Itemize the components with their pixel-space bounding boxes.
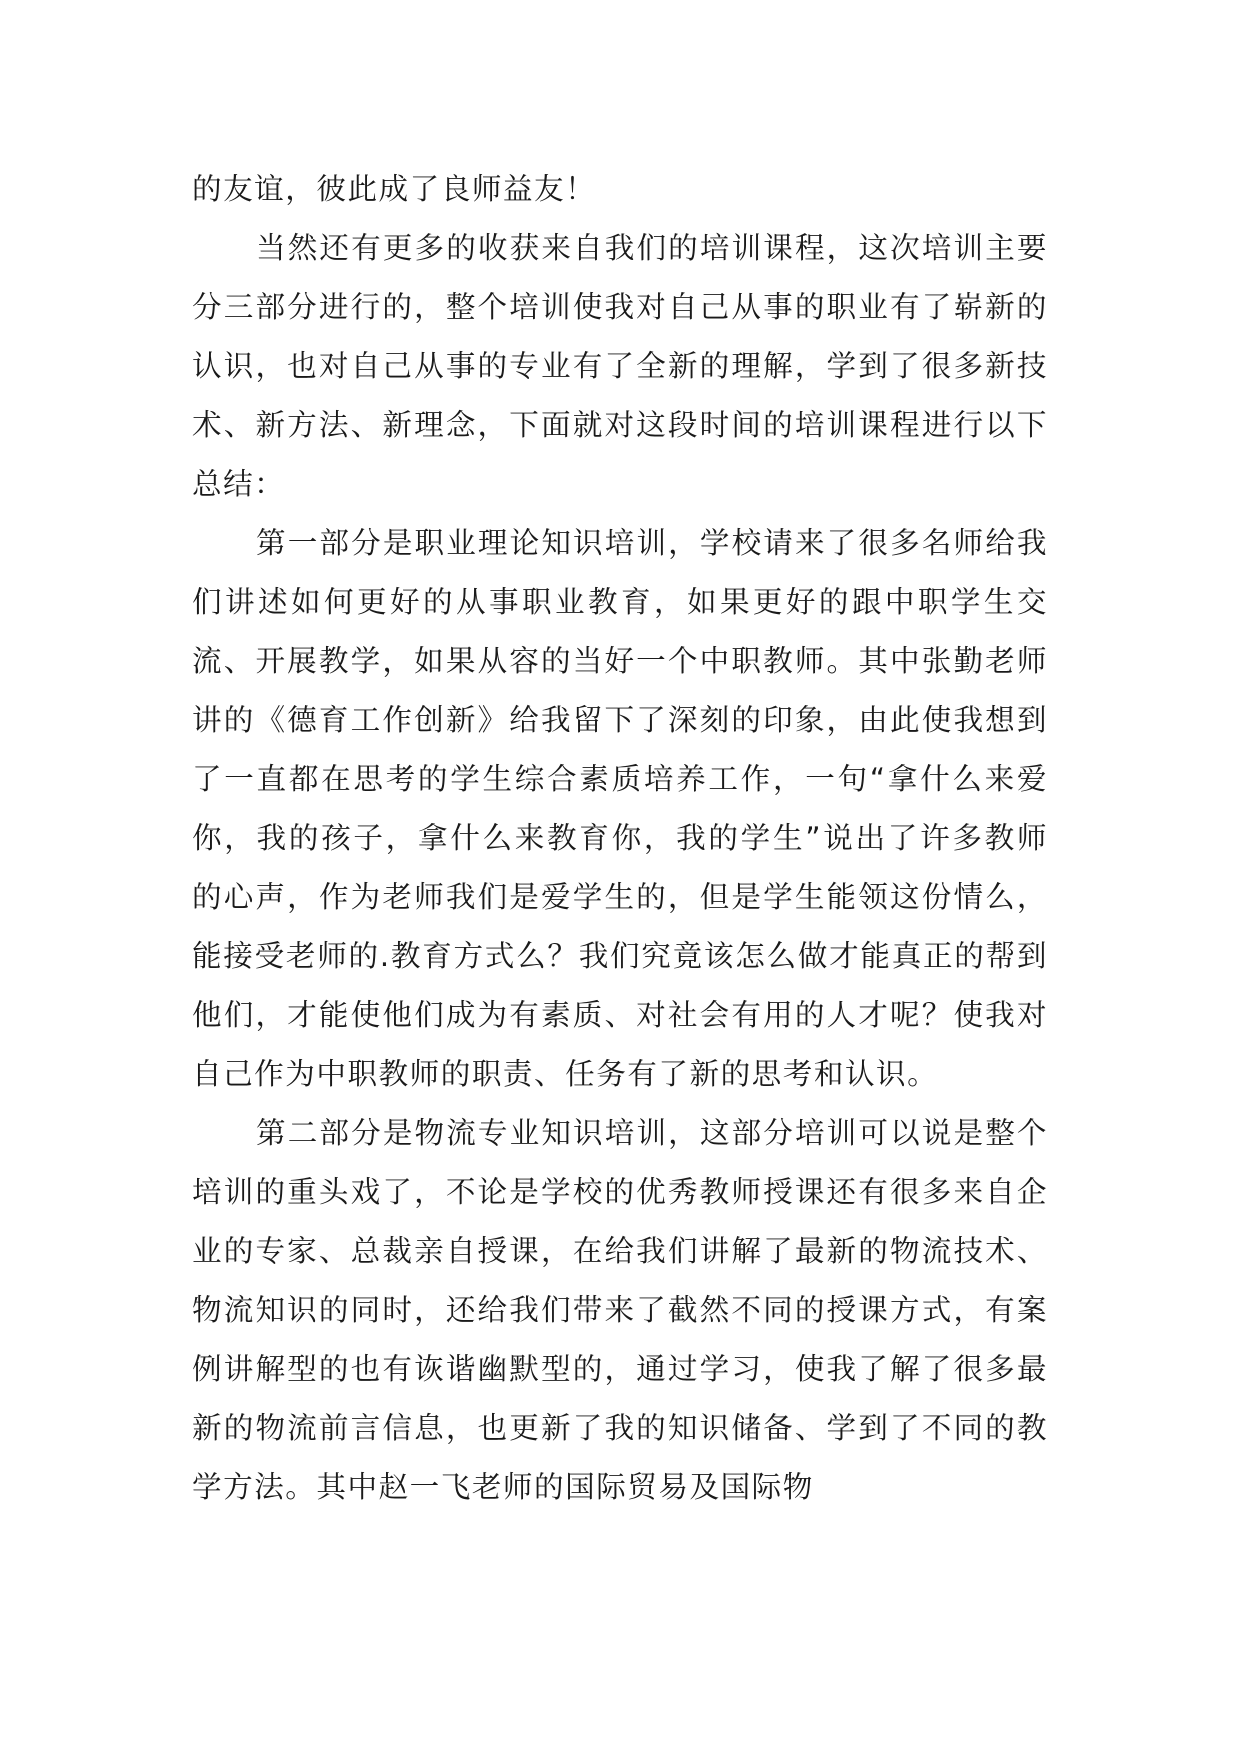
document-body <box>192 160 1048 1517</box>
paragraph-4: 第二部分是物流专业知识培训，这部分培训可以说是整个培训的重头戏了，不论是学校的优秀教师授课还有很多来自企业的专家、总裁亲自授课，在给我们讲解了最新的物流技术、物流知识的同时，还给我们带来了截然不同的授课方式，有案例讲解型的也有诙谐幽默型的，通过学习，使我了解了很多最新的物流前言信息，也更新了我的知识储备、学到了不同的教学方法。其中赵一飞老师的国际贸易及国际物 <box>192 1116 1048 1504</box>
paragraph-3: 第一部分是职业理论知识培训，学校请来了很多名师给我们讲述如何更好的从事职业教育，如果更好的跟中职学生交流、开展教学，如果从容的当好一个中职教师。其中张勤老师讲的《德育工作创新》给我留下了深刻的印象，由此使我想到了一直都在思考的学生综合素质培养工作，一句“拿什么来爱你，我的孩子，拿什么来教育你，我的学生”说出了许多教师的心声，作为老师我们是爱学生的，但是学生能领这份情么，能接受老师的.教育方式么？我们究竟该怎么做才能真正的帮到他们，才能使他们成为有素质、对社会有用的人才呢？使我对自己作为中职教师的职责、任务有了新的思考和认识。 <box>192 526 1048 1091</box>
paragraph-1: 的友谊，彼此成了良师益友！ <box>192 172 597 206</box>
paragraph-2: 当然还有更多的收获来自我们的培训课程，这次培训主要分三部分进行的，整个培训使我对自己从事的职业有了崭新的认识，也对自己从事的专业有了全新的理解，学到了很多新技术、新方法、新理念，下面就对这段时间的培训课程进行以下总结： <box>192 231 1048 501</box>
